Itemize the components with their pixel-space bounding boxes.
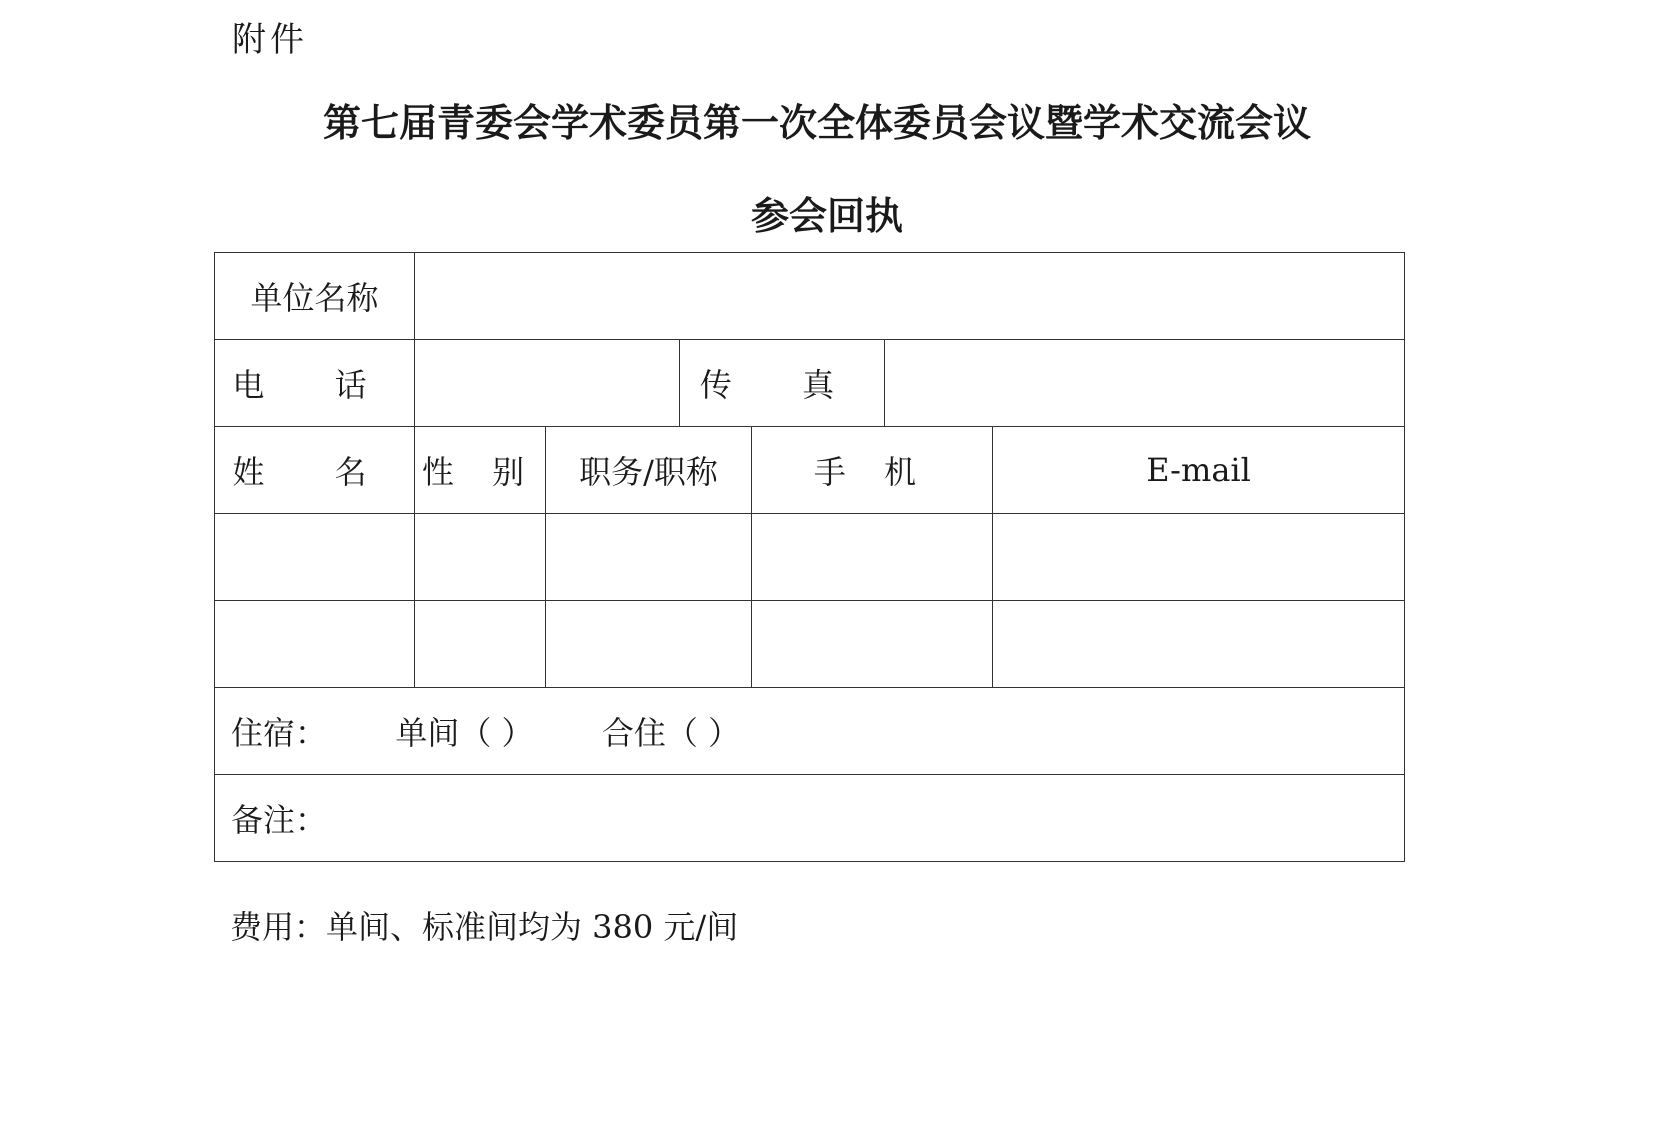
header-row: [215, 427, 1405, 514]
email-column-header: E-mail: [993, 427, 1405, 514]
fax-field[interactable]: [885, 340, 1405, 427]
document-subtitle: 参会回执: [750, 193, 903, 238]
name-cell[interactable]: [215, 514, 415, 601]
remarks-row: [215, 775, 1405, 862]
accommodation-label: 住宿：: [231, 714, 328, 752]
org-name-label: 单位名称: [215, 253, 415, 340]
table-row: [215, 514, 1405, 601]
gender-cell[interactable]: [415, 601, 546, 688]
document-title: 第七届青委会学术委员第一次全体委员会议暨学术交流会议: [322, 100, 1311, 145]
title-cell[interactable]: [546, 514, 752, 601]
name-column-header: 姓 名: [215, 427, 415, 514]
gender-cell[interactable]: [415, 514, 546, 601]
email-cell[interactable]: [993, 601, 1405, 688]
mobile-cell[interactable]: [752, 601, 993, 688]
fax-label: 传 真: [680, 340, 885, 427]
accommodation-single-option[interactable]: 单间（ ）: [395, 714, 534, 752]
attachment-label: 附件: [232, 20, 308, 60]
title-column-header: 职务/职称: [546, 427, 752, 514]
accommodation-row: [215, 688, 1405, 775]
title-cell[interactable]: [546, 601, 752, 688]
fee-note: 费用：单间、标准间均为 380 元/间: [230, 908, 739, 946]
remarks-label: 备注：: [231, 801, 328, 839]
phone-field[interactable]: [415, 340, 680, 427]
accommodation-cell[interactable]: [215, 688, 1405, 775]
name-cell[interactable]: [215, 601, 415, 688]
email-cell[interactable]: [993, 514, 1405, 601]
org-row: [215, 253, 1405, 340]
table-row: [215, 601, 1405, 688]
gender-column-header: 性 别: [415, 427, 546, 514]
org-name-field[interactable]: [415, 253, 1405, 340]
phone-label: 电 话: [215, 340, 415, 427]
mobile-column-header: 手 机: [752, 427, 993, 514]
contact-row: [215, 340, 1405, 427]
remarks-cell[interactable]: [215, 775, 1405, 862]
registration-form-table: [214, 252, 1405, 862]
accommodation-shared-option[interactable]: 合住（ ）: [601, 714, 741, 752]
mobile-cell[interactable]: [752, 514, 993, 601]
